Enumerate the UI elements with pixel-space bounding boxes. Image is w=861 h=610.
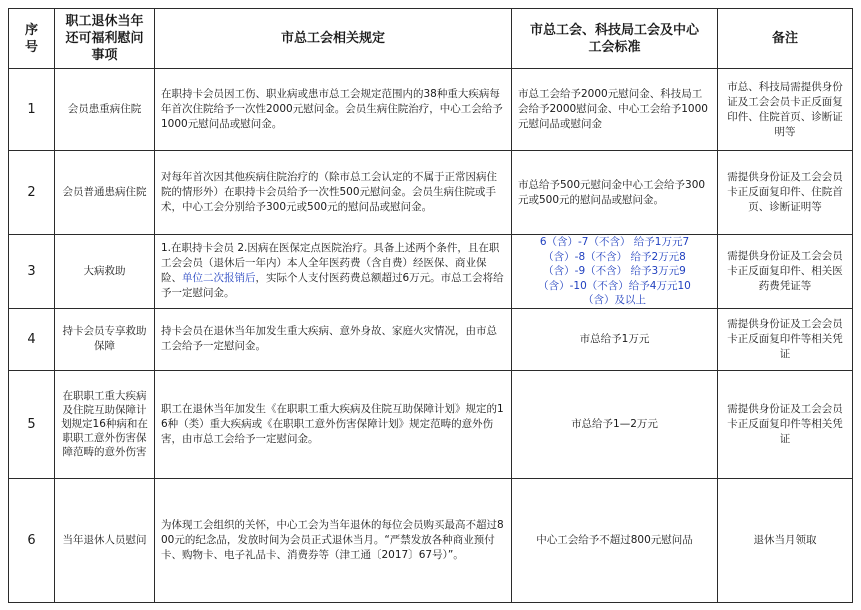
table-header-row [9, 9, 853, 69]
row-item: 会员患重病住院 [55, 69, 155, 151]
row-rule: 对每年首次因其他疾病住院治疗的（除市总工会认定的不属于正常因病住院的情形外）在职持卡会员给予一次性500元慰问金。会员生病住院或手术，中心工会分别给予300元或500元的慰问品或慰问金。 [155, 151, 512, 235]
table-row [9, 370, 853, 478]
standard-line: （含）及以上 [583, 294, 646, 306]
table-row [9, 478, 853, 602]
header-standard: 市总工会、科技局工会及中心工会标准 [512, 9, 718, 69]
table-row [9, 308, 853, 370]
row-rule [155, 235, 512, 309]
row-number: 3 [9, 235, 55, 309]
row-standard [512, 235, 718, 309]
table-row [9, 235, 853, 309]
table-row [9, 69, 853, 151]
row-note: 市总、科技局需提供身份证及工会会员卡正反面复印件、住院首页、诊断证明等 [718, 69, 853, 151]
row-item: 会员普通患病住院 [55, 151, 155, 235]
row-note: 退休当月领取 [718, 478, 853, 602]
row-note: 需提供身份证及工会会员卡正反面复印件、相关医药费凭证等 [718, 235, 853, 309]
header-note: 备注 [718, 9, 853, 69]
row-rule: 持卡会员在退休当年加发生重大疾病、意外身故、家庭火灾情况，由市总工会给予一定慰问金。 [155, 308, 512, 370]
standard-line: 6（含）-7（不含） 给予1万元7 [539, 236, 690, 248]
row-standard: 市总工会给予2000元慰问金、科技局工会给予2000慰问金、中心工会给予1000元慰问品或慰问金 [512, 69, 718, 151]
row-note: 需提供身份证及工会会员卡正反面复印件、住院首页、诊断证明等 [718, 151, 853, 235]
row-item: 大病救助 [55, 235, 155, 309]
row-standard: 中心工会给予不超过800元慰问品 [512, 478, 718, 602]
rule-text: ，实际个人支付医药费总额超过6万元。市总工会将给予一定慰问金。 [161, 272, 504, 300]
row-standard: 市总给予500元慰问金中心工会给予300元或500元的慰问品或慰问金。 [512, 151, 718, 235]
row-note: 需提供身份证及工会会员卡正反面复印件等相关凭证 [718, 308, 853, 370]
row-number: 5 [9, 370, 55, 478]
row-number: 4 [9, 308, 55, 370]
row-standard: 市总给予1—2万元 [512, 370, 718, 478]
row-item: 持卡会员专享救助保障 [55, 308, 155, 370]
header-no: 序号 [9, 9, 55, 69]
row-rule: 职工在退休当年加发生《在职职工重大疾病及住院互助保障计划》规定的16种（类）重大疾病或《在职职工意外伤害保障计划》规定范畴的意外伤害，由市总工会给予一定慰问金。 [155, 370, 512, 478]
row-rule: 在职持卡会员因工伤、职业病或患市总工会规定范围内的38种重大疾病每年首次住院给予一次性2000元慰问金。会员生病住院治疗，中心工会给予1000元慰问品或慰问金。 [155, 69, 512, 151]
standard-line: （含）-10（不含）给予4万元10 [538, 279, 691, 292]
row-number: 1 [9, 69, 55, 151]
row-item: 在职职工重大疾病及住院互助保障计划规定16种病和在职职工意外伤害保障范畴的意外伤害 [55, 370, 155, 478]
row-standard: 市总给予1万元 [512, 308, 718, 370]
rule-highlight: 单位二次报销后 [182, 272, 256, 285]
row-item: 当年退休人员慰问 [55, 478, 155, 602]
header-rule: 市总工会相关规定 [155, 9, 512, 69]
header-item: 职工退休当年还可福利慰问事项 [55, 9, 155, 69]
row-number: 2 [9, 151, 55, 235]
table-row [9, 151, 853, 235]
standard-line: （含）-8（不含） 给予2万元8 [543, 250, 686, 263]
standard-line: （含）-9（不含） 给予3万元9 [543, 265, 686, 277]
rule-text: 1.在职持卡会员 2.因病在医保定点医院治疗。具备上述两个条件，且在职工会会员（退休后一年内）本人全年医药费（含自费）经医保、商业保险、 [161, 242, 500, 285]
benefits-table [8, 8, 853, 603]
row-note: 需提供身份证及工会会员卡正反面复印件等相关凭证 [718, 370, 853, 478]
row-rule: 为体现工会组织的关怀，中心工会为当年退休的每位会员购买最高不超过800元的纪念品，发放时间为会员正式退休当月。“严禁发放各种商业预付卡、购物卡、电子礼品卡、消费券等（津工通〔2017〕67号）”。 [155, 478, 512, 602]
row-number: 6 [9, 478, 55, 602]
